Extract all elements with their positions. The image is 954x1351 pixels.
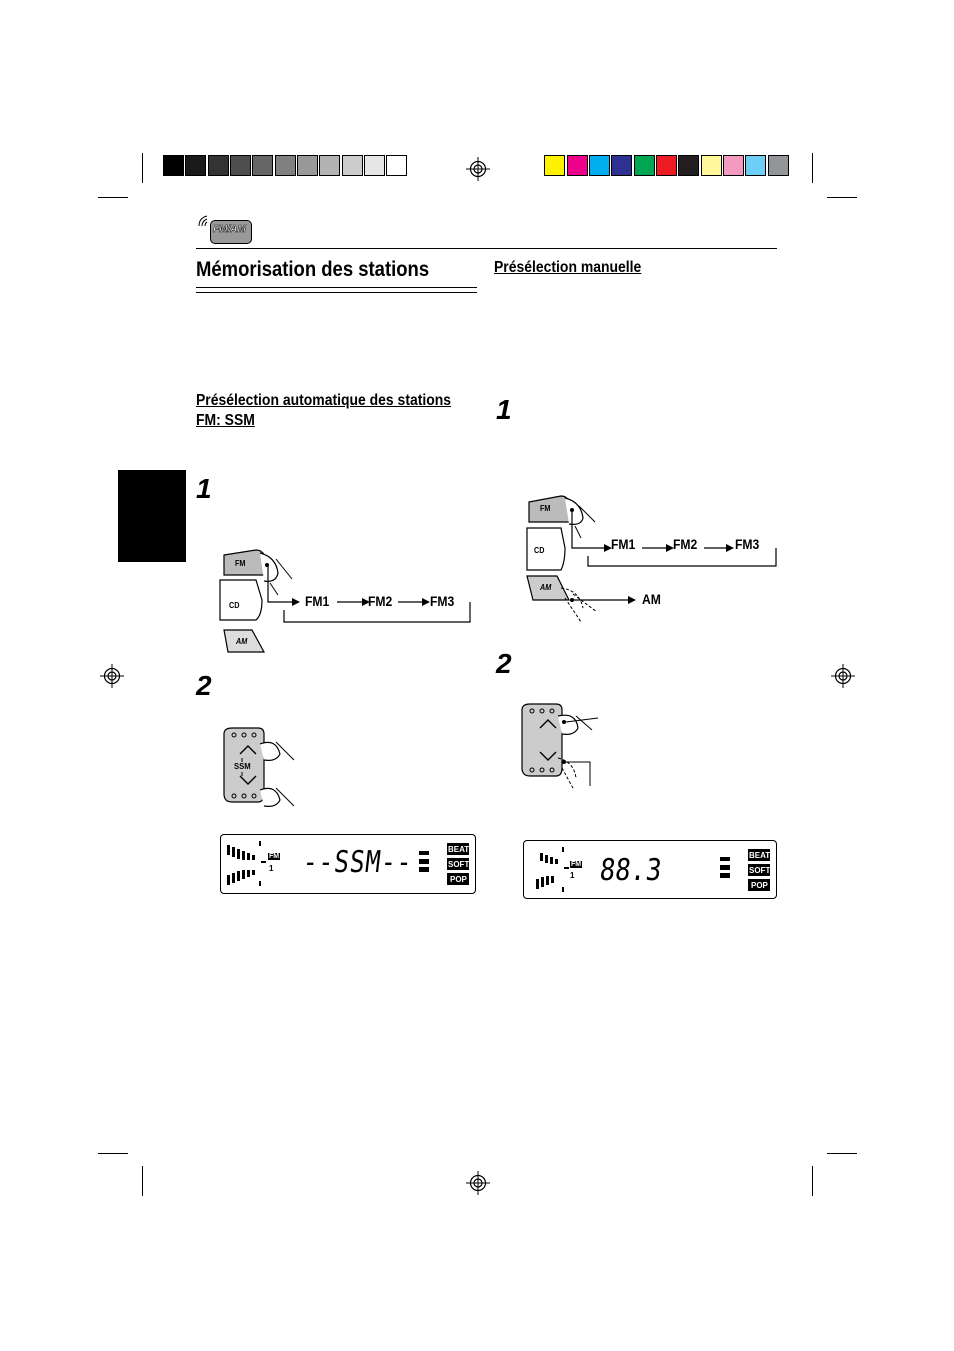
- band-fm1: FM1: [305, 594, 330, 609]
- fm-button-label: FM: [235, 559, 246, 568]
- registration-target-icon: [831, 664, 855, 688]
- badge-label: FM/AM: [213, 224, 246, 235]
- step-number: 1: [496, 394, 512, 425]
- gray-swatch: [364, 155, 385, 176]
- gray-swatch: [185, 155, 206, 176]
- band-am: AM: [642, 592, 661, 607]
- gray-swatch: [275, 155, 296, 176]
- eq-mode-pop: POP: [450, 875, 467, 884]
- manual-subtitle: Présélection manuelle: [494, 259, 642, 276]
- step-number: 1: [196, 473, 212, 504]
- color-swatch: [634, 155, 655, 176]
- gray-swatch: [297, 155, 318, 176]
- level-meter-left-icon: [225, 839, 269, 889]
- tuning-button-illustration: [518, 700, 608, 792]
- color-swatch: [567, 155, 588, 176]
- language-tab: [118, 470, 186, 562]
- ssm-subtitle: Présélection automatique des stations FM: SSM: [196, 392, 452, 429]
- eq-mode-pop: POP: [751, 881, 768, 890]
- color-swatch: [678, 155, 699, 176]
- gray-swatch: [386, 155, 407, 176]
- gray-swatch: [342, 155, 363, 176]
- gray-swatch: [319, 155, 340, 176]
- band-fm3: FM3: [735, 537, 760, 552]
- color-swatch: [611, 155, 632, 176]
- band-fm2: FM2: [368, 594, 393, 609]
- am-button-label: AM: [236, 637, 248, 646]
- color-swatch: [701, 155, 722, 176]
- eq-mode-soft: SOFT: [448, 860, 470, 869]
- gray-swatch: [252, 155, 273, 176]
- band-fm2: FM2: [673, 537, 698, 552]
- fm-am-badge: [196, 213, 256, 245]
- title-double-rule: [196, 287, 477, 293]
- preset-indicator: 1: [269, 864, 274, 873]
- step-number: 2: [496, 648, 512, 679]
- fm-button-label: FM: [540, 504, 551, 513]
- color-swatch: [745, 155, 766, 176]
- level-meter-left-icon: [528, 845, 575, 895]
- cd-button-label: CD: [229, 601, 240, 610]
- display-text: --SSM--: [300, 845, 415, 880]
- registration-target-icon: [100, 664, 124, 688]
- band-cycle-diagram: [262, 562, 474, 624]
- eq-mode-icons: [718, 845, 774, 895]
- band-indicator: FM: [571, 861, 582, 868]
- page-title: Mémorisation des stations: [196, 258, 430, 281]
- color-swatch: [544, 155, 565, 176]
- lcd-display: [220, 834, 476, 894]
- color-swatch: [656, 155, 677, 176]
- lcd-display: [523, 840, 777, 899]
- color-swatch: [768, 155, 789, 176]
- step-number: 2: [196, 670, 212, 701]
- gray-swatch: [230, 155, 251, 176]
- cd-button-label: CD: [534, 546, 545, 555]
- band-fm3: FM3: [430, 594, 455, 609]
- header-rule: [196, 248, 777, 249]
- color-swatch: [723, 155, 744, 176]
- preset-indicator: 1: [570, 871, 575, 880]
- registration-target-icon: [466, 157, 490, 181]
- ssm-button-label: SSM: [234, 761, 251, 771]
- band-fm1: FM1: [611, 537, 636, 552]
- eq-mode-icons: [417, 839, 473, 889]
- frequency-display: 88.3: [597, 853, 664, 888]
- eq-mode-beat: BEAT: [448, 845, 470, 854]
- eq-mode-beat: BEAT: [749, 851, 771, 860]
- am-button-label: AM: [540, 583, 552, 592]
- gray-swatch: [163, 155, 184, 176]
- band-cycle-diagram: [568, 508, 780, 608]
- ssm-button-illustration: [218, 724, 298, 812]
- gray-swatch: [208, 155, 229, 176]
- band-indicator: FM: [269, 853, 280, 860]
- eq-mode-soft: SOFT: [749, 866, 771, 875]
- registration-target-icon: [466, 1171, 490, 1195]
- color-swatch: [589, 155, 610, 176]
